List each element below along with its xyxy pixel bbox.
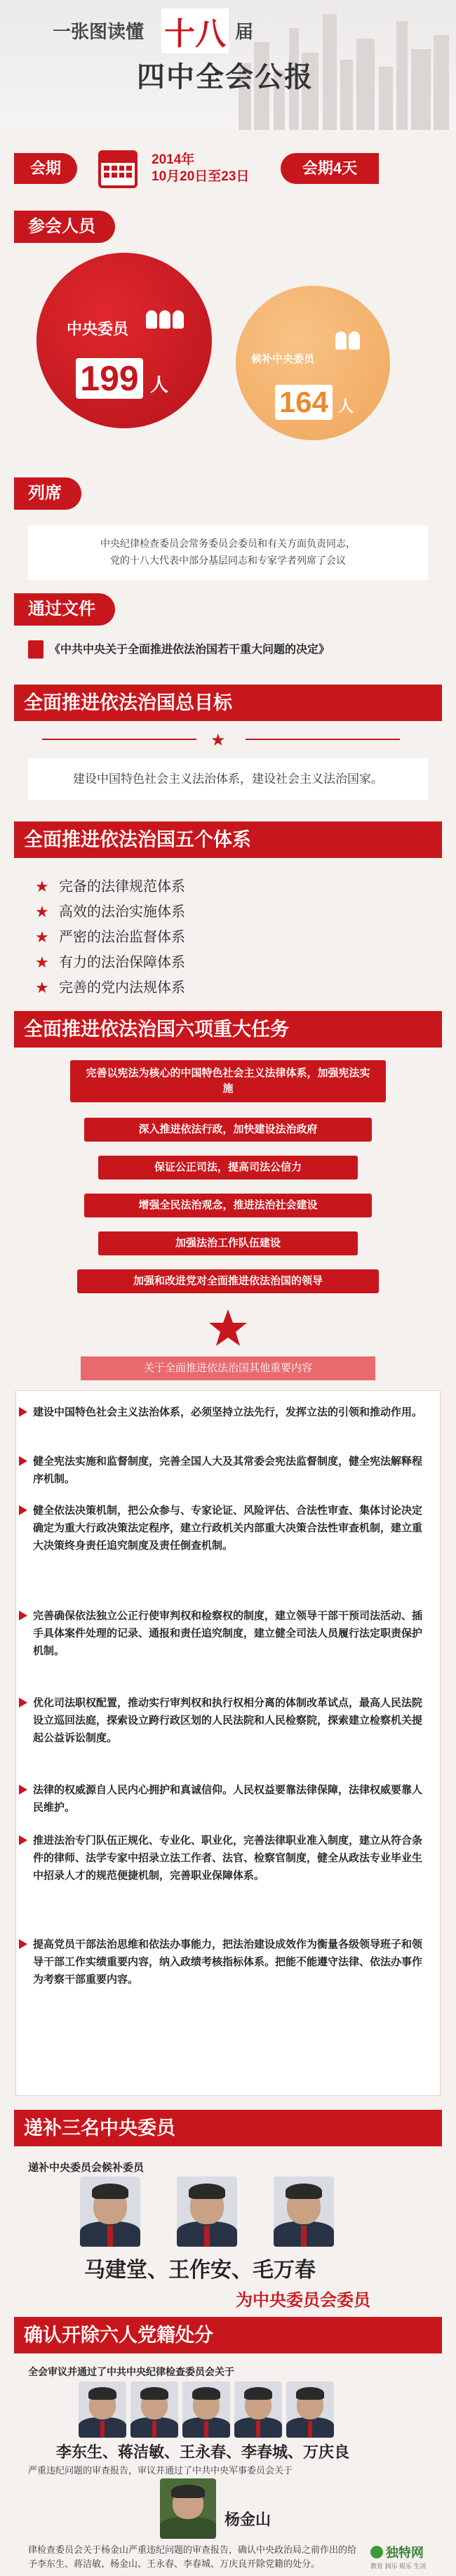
portrait-mao [274, 2177, 334, 2247]
portrait-wang [177, 2177, 237, 2247]
alternate-members-unit: 人 [338, 397, 354, 415]
details-box [15, 1390, 441, 2096]
star-icon: ★ [35, 928, 49, 946]
list-item: ★ 完备的法律规范体系 [59, 874, 185, 899]
star-icon: ★ [35, 953, 49, 971]
detail-item: 法律的权威源自人民内心拥护和真诚信仰。人民权益要靠法律保障，法律权威要靠人民维护。 [33, 1781, 426, 1816]
detail-item: 健全宪法实施和监督制度，完善全国人大及其常委会宪法监督制度，健全宪法解释程序机制。 [33, 1453, 426, 1488]
observers-text-1: 中央纪律检查委员会常务委员会委员和有关方面负责同志， [100, 538, 356, 549]
goal-divider-right [246, 739, 400, 740]
alternate-members-count: 164 [275, 385, 333, 420]
header [0, 0, 456, 130]
portrait-wan-qingliang [286, 2382, 334, 2438]
central-members-count: 199 [76, 358, 143, 399]
page-title: 四中全会公报 [137, 62, 314, 93]
other-content-ribbon: 关于全面推进依法治国其他重要内容 [81, 1356, 375, 1380]
portrait-yang-jinshan [160, 2478, 216, 2539]
session-range: 10月20日至23日 [152, 169, 250, 184]
list-item: ★ 有力的法治保障体系 [59, 950, 185, 975]
header-big-number: 十八 [161, 8, 229, 53]
portrait-jiang-jiemin [130, 2382, 178, 2438]
triangle-icon [19, 1505, 27, 1515]
star-icon: ★ [35, 903, 49, 920]
portrait-li-dongsheng [79, 2382, 126, 2438]
goal-divider [42, 739, 196, 740]
attendees-title: 参会人员 [14, 211, 115, 243]
triangle-icon [19, 1835, 27, 1845]
expelled-yang-name: 杨金山 [224, 2511, 271, 2528]
portrait-wang-yongchun [182, 2382, 230, 2438]
detail-item: 优化司法职权配置，推动实行审判权和执行权相分离的体制改革试点，最高人民法院设立巡回法庭，探索设立跨行政区划的人民法院和人民检察院，探索建立检察机关提起公益诉讼制度。 [33, 1694, 426, 1747]
goal-section-title: 全面推进依法治国总目标 [14, 685, 442, 721]
central-members-circle [36, 253, 212, 428]
session-days: 会期4天 [281, 153, 379, 184]
triangle-icon [19, 1698, 27, 1708]
portrait-ma [80, 2177, 140, 2247]
triangle-icon [19, 1407, 27, 1417]
promoted-subtitle: 递补中央委员会候补委员 [28, 2162, 145, 2174]
promoted-section-title: 递补三名中央委员 [14, 2110, 442, 2146]
star-icon: ★ [35, 979, 49, 996]
expelled-text-2: 律检查委员会关于杨金山严重违纪问题的审查报告，确认中央政治局之前作出的给予李东生、蒋洁敏、杨金山、王永春、李春城、万庆良开除党籍的处分。 [28, 2544, 357, 2569]
task-item: 完善以宪法为核心的中国特色社会主义法律体系，加强宪法实施 [70, 1060, 386, 1102]
observers-text-2: 党的十八大代表中部分基层同志和专家学者列席了会议 [110, 555, 346, 566]
systems-list [35, 874, 185, 1000]
task-item: 保证公正司法，提高司法公信力 [98, 1156, 358, 1180]
site-logo [370, 2543, 449, 2571]
people-icon [146, 310, 184, 329]
portrait-li-chuncheng [234, 2382, 282, 2438]
list-item: ★ 完善的党内法规体系 [59, 975, 185, 1000]
task-item: 增强全民法治观念，推进法治社会建设 [84, 1194, 372, 1217]
session-row [14, 147, 442, 192]
detail-item: 完善确保依法独立公正行使审判权和检察权的制度，建立领导干部干预司法活动、插手具体案件处理的记录、通报和责任追究制度，建立健全司法人员履行法定职责保护机制。 [33, 1607, 426, 1660]
expelled-section-title: 确认开除六人党籍处分 [14, 2317, 442, 2353]
expelled-names: 李东生、蒋洁敏、王永春、李春城、万庆良 [56, 2443, 350, 2461]
logo-name: 独特网 [386, 2546, 424, 2560]
observers-title: 列席 [14, 477, 81, 510]
list-item: ★ 严密的法治监督体系 [59, 925, 185, 950]
triangle-icon [19, 1456, 27, 1466]
task-item: 加强法治工作队伍建设 [98, 1231, 358, 1255]
systems-section-title: 全面推进依法治国五个体系 [14, 821, 442, 858]
central-members-unit: 人 [150, 374, 169, 395]
session-label: 会期 [14, 153, 77, 184]
list-item: ★ 高效的法治实施体系 [59, 899, 185, 925]
passed-doc-name: 《中共中央关于全面推进依法治国若干重大问题的决定》 [49, 644, 330, 656]
detail-item: 推进法治专门队伍正规化、专业化、职业化，完善法律职业准入制度，建立从符合条件的律师、法学专家中招录立法工作者、法官、检察官制度，健全从政法专业毕业生中招录人才的规范便捷机制，完善职业保障体系。 [33, 1832, 426, 1884]
central-members-label: 中央委员 [67, 320, 129, 338]
triangle-icon [19, 1785, 27, 1795]
triangle-icon [19, 1939, 27, 1949]
document-icon [28, 640, 43, 659]
people-icon-small [335, 331, 360, 350]
calendar-icon [98, 150, 138, 188]
session-date [152, 152, 249, 185]
passed-docs-title: 通过文件 [14, 593, 115, 626]
logo-emblem-icon [370, 2546, 383, 2558]
ribbon-star-icon [207, 1307, 249, 1349]
alternate-members-label: 候补中央委员 [251, 353, 315, 365]
task-item: 加强和改进党对全面推进依法治国的领导 [77, 1269, 379, 1293]
tasks-section-title: 全面推进依法治国六项重大任务 [14, 1011, 442, 1048]
promoted-names: 马建堂、王作安、毛万春 [84, 2259, 316, 2282]
observers-box [28, 525, 428, 580]
header-prefix: 一张图读懂 [53, 21, 145, 42]
star-icon: ★ [35, 878, 49, 895]
task-item: 深入推进依法行政，加快建设法治政府 [84, 1118, 372, 1142]
expelled-subtitle: 全会审议并通过了中共中央纪律检查委员会关于 [28, 2366, 234, 2377]
goal-text: 建设中国特色社会主义法治体系，建设社会主义法治国家。 [28, 758, 428, 800]
detail-item: 提高党员干部法治思维和依法办事能力，把法治建设成效作为衡量各级领导班子和领导干部工作实绩重要内容，纳入政绩考核指标体系。把能不能遵守法律、依法办事作为考察干部重要内容。 [33, 1936, 426, 1988]
logo-tagline: 教育 润乐 娱乐 生活 [370, 2563, 427, 2570]
header-suffix: 届 [235, 21, 254, 42]
goal-star-icon: ★ [210, 731, 226, 750]
detail-item: 健全依法决策机制，把公众参与、专家论证、风险评估、合法性审查、集体讨论决定确定为重大行政决策法定程序，建立行政机关内部重大决策合法性审查机制，建立重大决策终身责任追究制度及责任倒查机制。 [33, 1502, 426, 1554]
triangle-icon [19, 1611, 27, 1620]
expelled-text-1: 严重违纪问题的审查报告，审议并通过了中共中央军事委员会关于 [28, 2465, 293, 2476]
session-year: 2014年 [152, 152, 195, 167]
promoted-role: 为中央委员会委员 [236, 2291, 370, 2310]
detail-item: 建设中国特色社会主义法治体系，必须坚持立法先行，发挥立法的引领和推动作用。 [33, 1403, 426, 1421]
